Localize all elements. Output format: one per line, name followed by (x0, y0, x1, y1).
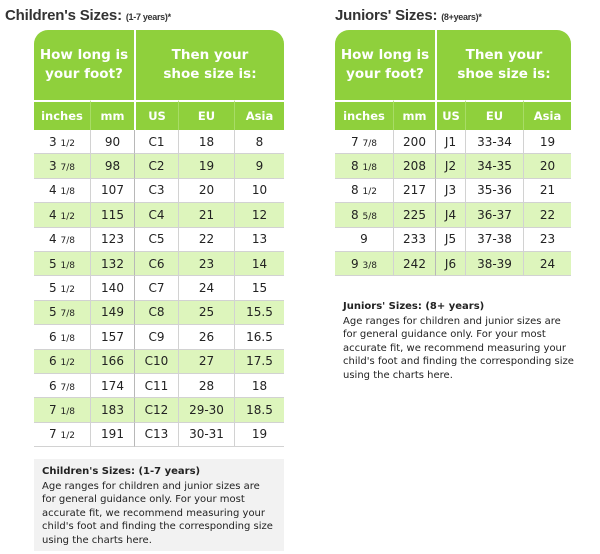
us-cell: C9 (134, 325, 178, 349)
table-row (335, 203, 571, 227)
children-note-text: Age ranges for children and junior sizes are for general guidance only. For your most accurate fit, we recommend measuring your child's foot and finding the corresponding size using the charts here. (42, 480, 273, 546)
inches-whole: 5 (49, 256, 57, 271)
inches-fraction: 1/8 (60, 406, 75, 417)
inches-fraction: 1/8 (60, 260, 75, 271)
inches-cell (335, 179, 393, 203)
children-col-eu: EU (178, 100, 234, 130)
asia-cell: 23 (523, 228, 571, 252)
inches-whole: 3 (49, 134, 57, 149)
inches-fraction: 1/2 (60, 211, 75, 222)
children-table-body (34, 130, 284, 447)
children-col-inches: inches (34, 100, 90, 130)
inches-whole: 6 (49, 378, 57, 393)
inches-cell (335, 154, 393, 178)
juniors-header-foot-length: How long is your foot? (335, 30, 435, 100)
table-row (335, 179, 571, 203)
mm-cell: 140 (90, 276, 134, 300)
inches-cell (335, 228, 393, 252)
juniors-note-text: Age ranges for children and junior sizes are for general guidance only. For your most accurate fit, we recommend measuring your child's foot and finding the corresponding size using the charts here. (343, 315, 574, 381)
eu-cell: 22 (178, 228, 234, 252)
inches-whole: 7 (49, 402, 57, 417)
juniors-sizes-title (335, 7, 482, 24)
asia-cell: 19 (234, 423, 284, 447)
inches-fraction: 1/8 (362, 163, 377, 174)
children-col-us: US (134, 100, 178, 130)
inches-fraction: 1/2 (60, 138, 75, 149)
inches-whole: 7 (351, 134, 359, 149)
us-cell: C13 (134, 423, 178, 447)
mm-cell: 208 (393, 154, 435, 178)
inches-fraction: 1/8 (60, 187, 75, 198)
juniors-note-title: Juniors' Sizes: (8+ years) (343, 301, 485, 312)
inches-cell (335, 252, 393, 276)
table-row (34, 398, 284, 422)
juniors-size-table (335, 30, 571, 276)
inches-cell (34, 130, 90, 154)
inches-cell (34, 398, 90, 422)
mm-cell: 115 (90, 203, 134, 227)
asia-cell: 18.5 (234, 398, 284, 422)
table-row (34, 325, 284, 349)
eu-cell: 20 (178, 179, 234, 203)
us-cell: C1 (134, 130, 178, 154)
us-cell: C10 (134, 350, 178, 374)
asia-cell: 24 (523, 252, 571, 276)
eu-cell: 38-39 (465, 252, 523, 276)
eu-cell: 29-30 (178, 398, 234, 422)
inches-whole: 5 (49, 281, 57, 296)
us-cell: C3 (134, 179, 178, 203)
children-title-text: Children's Sizes: (5, 7, 122, 24)
table-row (34, 374, 284, 398)
mm-cell: 217 (393, 179, 435, 203)
mm-cell: 98 (90, 154, 134, 178)
inches-cell (34, 350, 90, 374)
asia-cell: 10 (234, 179, 284, 203)
inches-fraction: 5/8 (362, 211, 377, 222)
mm-cell: 200 (393, 130, 435, 154)
inches-cell (34, 252, 90, 276)
us-cell: C12 (134, 398, 178, 422)
children-header-shoe-size: Then your shoe size is: (134, 30, 284, 100)
inches-whole: 4 (49, 183, 57, 198)
asia-cell: 9 (234, 154, 284, 178)
inches-whole: 9 (351, 256, 359, 271)
mm-cell: 107 (90, 179, 134, 203)
juniors-col-us: US (435, 100, 465, 130)
children-note-title: Children's Sizes: (1-7 years) (42, 466, 201, 477)
table-row (34, 179, 284, 203)
inches-cell (34, 154, 90, 178)
table-row (335, 252, 571, 276)
inches-whole: 8 (351, 183, 359, 198)
children-col-asia: Asia (234, 100, 284, 130)
inches-cell (34, 179, 90, 203)
mm-cell: 225 (393, 203, 435, 227)
inches-whole: 6 (49, 329, 57, 344)
mm-cell: 90 (90, 130, 134, 154)
table-row (335, 228, 571, 252)
us-cell: J3 (435, 179, 465, 203)
eu-cell: 34-35 (465, 154, 523, 178)
inches-cell (34, 203, 90, 227)
mm-cell: 123 (90, 228, 134, 252)
inches-whole: 8 (351, 159, 359, 174)
us-cell: J1 (435, 130, 465, 154)
mm-cell: 183 (90, 398, 134, 422)
eu-cell: 28 (178, 374, 234, 398)
table-row (34, 154, 284, 178)
inches-cell (335, 130, 393, 154)
asia-cell: 19 (523, 130, 571, 154)
eu-cell: 25 (178, 301, 234, 325)
inches-whole: 8 (351, 207, 359, 222)
mm-cell: 157 (90, 325, 134, 349)
inches-fraction: 3/8 (362, 260, 377, 271)
juniors-col-mm: mm (393, 100, 435, 130)
table-row (335, 130, 571, 154)
asia-cell: 17.5 (234, 350, 284, 374)
inches-fraction: 7/8 (60, 382, 75, 393)
us-cell: C8 (134, 301, 178, 325)
inches-cell (335, 203, 393, 227)
asia-cell: 15 (234, 276, 284, 300)
inches-cell (34, 228, 90, 252)
eu-cell: 36-37 (465, 203, 523, 227)
mm-cell: 191 (90, 423, 134, 447)
inches-fraction: 1/2 (60, 431, 75, 442)
juniors-table-body (335, 130, 571, 276)
juniors-title-age: (8+years)* (441, 12, 482, 22)
table-row (34, 228, 284, 252)
us-cell: J6 (435, 252, 465, 276)
eu-cell: 30-31 (178, 423, 234, 447)
eu-cell: 24 (178, 276, 234, 300)
table-row (34, 350, 284, 374)
inches-fraction: 7/8 (60, 236, 75, 247)
eu-cell: 19 (178, 154, 234, 178)
asia-cell: 22 (523, 203, 571, 227)
eu-cell: 21 (178, 203, 234, 227)
asia-cell: 18 (234, 374, 284, 398)
children-note (34, 459, 284, 551)
inches-fraction: 1/2 (362, 187, 377, 198)
inches-whole: 9 (360, 232, 368, 247)
table-row (34, 252, 284, 276)
eu-cell: 18 (178, 130, 234, 154)
inches-cell (34, 276, 90, 300)
us-cell: C2 (134, 154, 178, 178)
asia-cell: 16.5 (234, 325, 284, 349)
inches-whole: 7 (49, 427, 57, 442)
children-size-table (34, 30, 284, 447)
mm-cell: 242 (393, 252, 435, 276)
juniors-col-eu: EU (465, 100, 523, 130)
us-cell: C11 (134, 374, 178, 398)
asia-cell: 8 (234, 130, 284, 154)
children-sizes-title (5, 7, 171, 24)
table-row (34, 203, 284, 227)
mm-cell: 132 (90, 252, 134, 276)
inches-cell (34, 325, 90, 349)
inches-fraction: 7/8 (60, 163, 75, 174)
inches-cell (34, 374, 90, 398)
table-row (34, 423, 284, 447)
asia-cell: 14 (234, 252, 284, 276)
mm-cell: 174 (90, 374, 134, 398)
children-title-age: (1-7 years)* (125, 12, 171, 22)
asia-cell: 20 (523, 154, 571, 178)
eu-cell: 37-38 (465, 228, 523, 252)
table-row (34, 130, 284, 154)
inches-whole: 4 (49, 232, 57, 247)
eu-cell: 27 (178, 350, 234, 374)
us-cell: C6 (134, 252, 178, 276)
us-cell: J5 (435, 228, 465, 252)
asia-cell: 15.5 (234, 301, 284, 325)
us-cell: J2 (435, 154, 465, 178)
juniors-header-shoe-size: Then your shoe size is: (435, 30, 571, 100)
us-cell: J4 (435, 203, 465, 227)
eu-cell: 26 (178, 325, 234, 349)
mm-cell: 166 (90, 350, 134, 374)
inches-fraction: 7/8 (60, 309, 75, 320)
eu-cell: 23 (178, 252, 234, 276)
table-row (34, 301, 284, 325)
mm-cell: 233 (393, 228, 435, 252)
asia-cell: 21 (523, 179, 571, 203)
inches-fraction: 1/2 (60, 358, 75, 369)
inches-cell (34, 423, 90, 447)
inches-fraction: 1/8 (60, 333, 75, 344)
inches-whole: 5 (49, 305, 57, 320)
inches-whole: 4 (49, 207, 57, 222)
juniors-col-inches: inches (335, 100, 393, 130)
children-col-mm: mm (90, 100, 134, 130)
us-cell: C7 (134, 276, 178, 300)
juniors-col-asia: Asia (523, 100, 571, 130)
juniors-note (335, 290, 585, 392)
asia-cell: 12 (234, 203, 284, 227)
inches-cell (34, 301, 90, 325)
inches-fraction: 7/8 (362, 138, 377, 149)
inches-fraction: 1/2 (60, 285, 75, 296)
asia-cell: 13 (234, 228, 284, 252)
inches-whole: 6 (49, 354, 57, 369)
us-cell: C4 (134, 203, 178, 227)
eu-cell: 33-34 (465, 130, 523, 154)
inches-whole: 3 (49, 159, 57, 174)
table-row (335, 154, 571, 178)
eu-cell: 35-36 (465, 179, 523, 203)
juniors-title-text: Juniors' Sizes: (335, 7, 438, 24)
mm-cell: 149 (90, 301, 134, 325)
children-header-foot-length: How long is your foot? (34, 30, 134, 100)
table-row (34, 276, 284, 300)
us-cell: C5 (134, 228, 178, 252)
